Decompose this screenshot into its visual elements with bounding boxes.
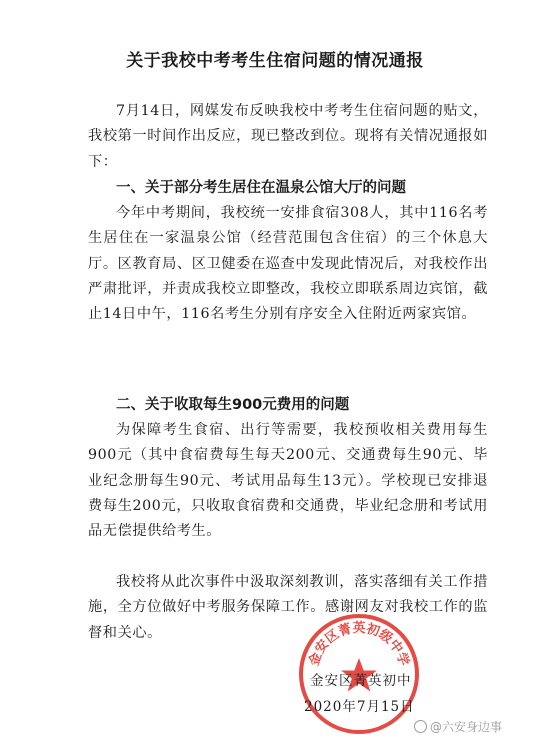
signature-date: 2020年7月15日 (304, 699, 415, 715)
document-title: 关于我校中考考生住宿问题的情况通报 (126, 51, 424, 71)
closing-paragraph: 我校将从此次事件中汲取深刻教训，落实落细有关工作措施，全方位做好中考服务保障工作。感谢网友对我校工作的监督和关心。 (88, 574, 488, 641)
weibo-icon (414, 720, 427, 733)
intro-paragraph: 7月14日，网媒发布反映我校中考考生住宿问题的贴文，我校第一时间作出反应，现已整改到位。现将有关情况通报如下： (88, 103, 488, 170)
source-watermark (414, 718, 502, 735)
section-2-heading: 二、关于收取每生900元费用的问题 (116, 397, 350, 413)
signature-organization: 金安区菁英初中 (310, 673, 412, 689)
seal-text: 金安区菁英初级中学 (306, 621, 412, 668)
section-1-body: 今年中考期间，我校统一安排食宿308人，其中116名考生居住在一家温泉公馆（经营范围包含住宿）的三个休息大厅。区教育局、区卫健委在巡查中发现此情况后，对我校作出严肃批评，并责成我校立即整改，我校立即联系周边宾馆，截止14日中午，116名考生分别有序安全入住附近两家宾馆。 (88, 205, 488, 323)
watermark-text: @六安身边事 (430, 720, 503, 734)
section-1-heading: 一、关于部分考生居住在温泉公馆大厅的问题 (116, 180, 406, 196)
section-2-body: 为保障考生食宿、出行等需要，我校预收相关费用每生900元（其中食宿费每生每天200元、交通费每生90元、毕业纪念册每生90元、考试用品每生13元）。学校现已安排退费每生200元，只收取食宿费和交通费，毕业纪念册和考试用品无偿提供给考生。 (88, 422, 488, 540)
